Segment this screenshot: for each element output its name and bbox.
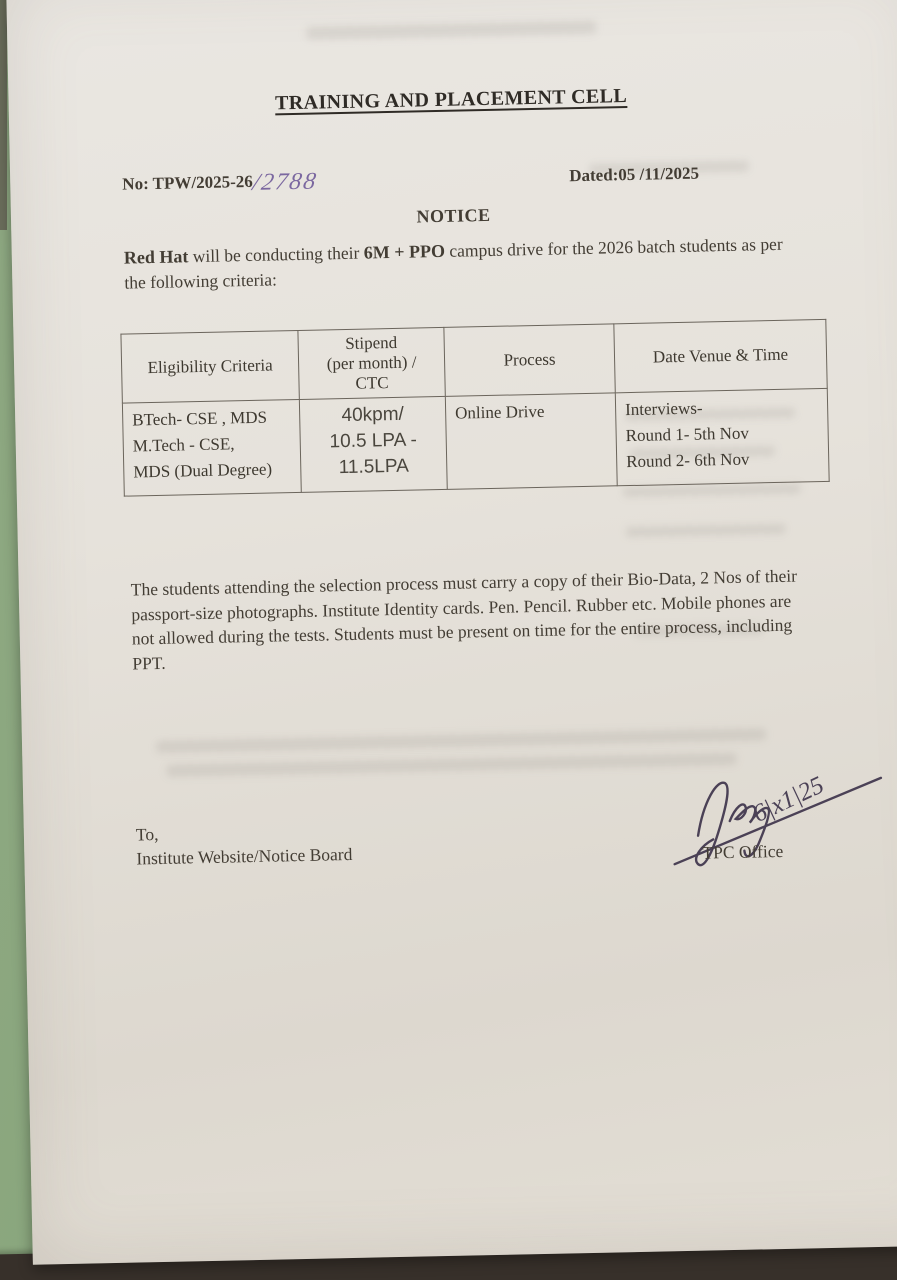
eligibility-line: M.Tech - CSE, bbox=[132, 434, 235, 456]
header-line: Date Venue & Time bbox=[652, 344, 789, 367]
bleed-through-smudge bbox=[306, 21, 596, 40]
company-name: Red Hat bbox=[123, 246, 189, 268]
document-title bbox=[2, 79, 897, 121]
reference-number-printed: No: TPW/2025-26 bbox=[122, 171, 253, 194]
cell-eligibility bbox=[122, 399, 301, 496]
schedule-line: Interviews- bbox=[624, 398, 703, 420]
header-stipend bbox=[298, 327, 445, 399]
intro-paragraph bbox=[124, 231, 801, 295]
header-line: Process bbox=[503, 349, 556, 370]
header-line: Stipend bbox=[345, 332, 398, 353]
document-title-text: TRAINING AND PLACEMENT CELL bbox=[274, 85, 628, 115]
signature-date-handwritten: 6|x1|25 bbox=[748, 771, 829, 828]
recipient-line: Institute Website/Notice Board bbox=[136, 843, 353, 869]
eligibility-line: BTech- CSE , MDS bbox=[132, 407, 268, 430]
header-process bbox=[444, 324, 615, 397]
instructions-paragraph: The students attending the selection process must carry a copy of their Bio-Data, 2 Nos of their passport-size photographs. Institute Identity cards. Pen. Pencil. Rubber etc. Mobile phones are not allowed during the tests. Students must be present on time for the entire process, including PPT. bbox=[130, 565, 798, 674]
notice-paper bbox=[6, 0, 897, 1265]
header-line: (per month) / bbox=[326, 352, 417, 374]
schedule-line: Round 2- 6th Nov bbox=[626, 449, 750, 472]
eligibility-line: MDS (Dual Degree) bbox=[133, 459, 273, 482]
date-line: Dated:05 /11/2025 bbox=[569, 163, 700, 186]
offer-type: 6M + PPO bbox=[363, 240, 446, 263]
header-line: Eligibility Criteria bbox=[147, 355, 273, 378]
stipend-line: 40kpm/ bbox=[341, 403, 405, 427]
header-eligibility bbox=[121, 330, 299, 403]
schedule-line: Round 1- 5th Nov bbox=[625, 423, 750, 446]
reference-number-line bbox=[122, 166, 318, 197]
cell-process bbox=[445, 393, 617, 490]
intro-text-2: campus drive for the 2026 batch students as per the following criteria: bbox=[124, 233, 783, 293]
cell-stipend bbox=[299, 396, 447, 492]
header-line: CTC bbox=[355, 373, 389, 393]
criteria-table bbox=[120, 319, 829, 497]
notice-heading: NOTICE bbox=[416, 204, 491, 227]
bleed-through-smudge bbox=[156, 728, 766, 753]
reference-number-handwritten: /2788 bbox=[250, 168, 320, 196]
header-date-venue bbox=[614, 319, 827, 392]
process-value: Online Drive bbox=[454, 401, 545, 423]
stipend-line: 11.5LPA bbox=[338, 455, 410, 479]
tpc-office-label: TPC Office bbox=[702, 840, 784, 863]
criteria-table-data-row bbox=[122, 388, 829, 496]
cell-schedule bbox=[615, 388, 829, 485]
to-label: To, bbox=[135, 823, 159, 845]
bleed-through-smudge bbox=[626, 524, 786, 537]
intro-text-1: will be conducting their bbox=[188, 242, 364, 267]
stipend-line: 10.5 LPA - bbox=[329, 429, 418, 453]
